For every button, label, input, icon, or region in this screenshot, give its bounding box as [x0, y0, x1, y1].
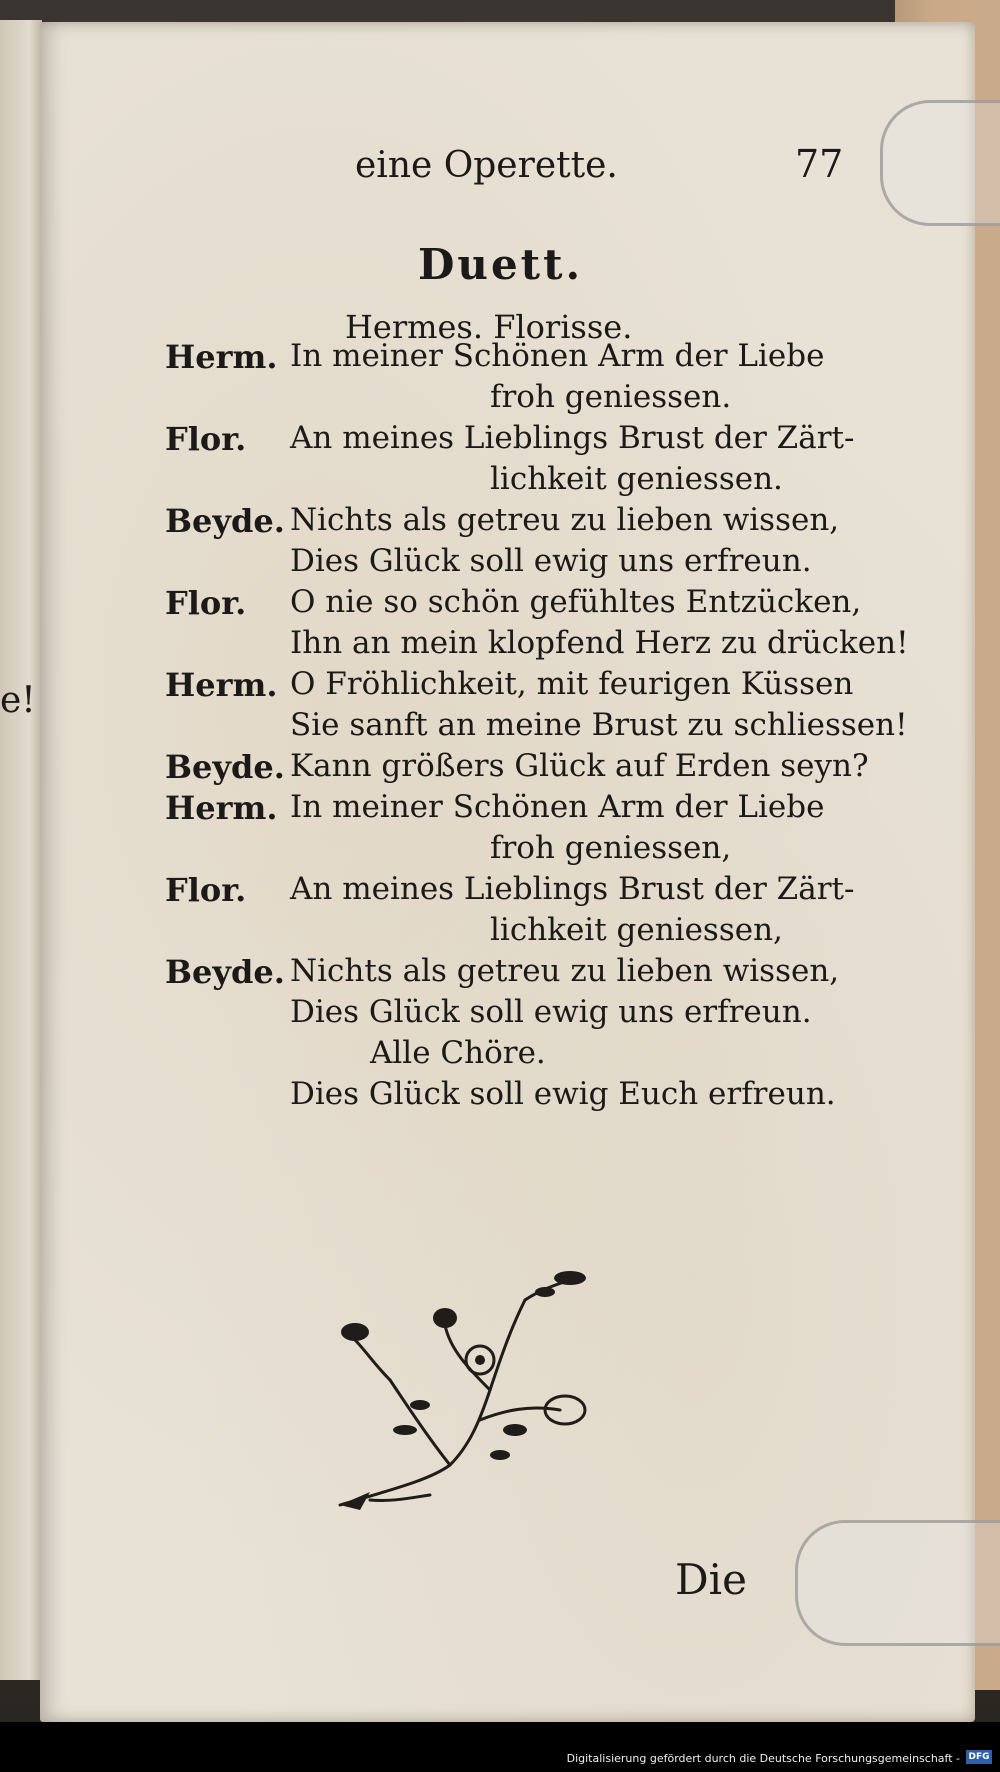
- speaker-label: Beyde.: [165, 953, 285, 991]
- speaker-label: Flor.: [165, 584, 247, 622]
- verse-line: lichkeit geniessen.: [490, 461, 783, 497]
- verse-line: Alle Chöre.: [370, 1035, 546, 1071]
- verse-line: Dies Glück soll ewig uns erfreun.: [290, 994, 812, 1030]
- verse-line: In meiner Schönen Arm der Liebe: [290, 789, 825, 825]
- verse-line: froh geniessen.: [490, 379, 732, 415]
- speaker-label: Beyde.: [165, 748, 285, 786]
- verse-line: lichkeit geniessen,: [490, 912, 783, 948]
- page-number: 77: [795, 142, 844, 186]
- running-head: eine Operette.: [355, 145, 618, 186]
- speaker-label: Beyde.: [165, 502, 285, 540]
- speaker-label: Flor.: [165, 420, 247, 458]
- verse-line: O nie so schön gefühltes Entzücken,: [290, 584, 862, 620]
- verse-line: Kann größers Glück auf Erden seyn?: [290, 748, 869, 784]
- speaker-label: Herm.: [165, 789, 278, 827]
- verse-line: Nichts als getreu zu lieben wissen,: [290, 953, 840, 989]
- dfg-logo: DFG: [966, 1750, 992, 1764]
- catchword: Die: [675, 1555, 747, 1604]
- speaker-label: Herm.: [165, 666, 278, 704]
- verse-line: froh geniessen,: [490, 830, 732, 866]
- speaker-label: Herm.: [165, 338, 278, 376]
- verse-line: Nichts als getreu zu lieben wissen,: [290, 502, 840, 538]
- verse-line: Dies Glück soll ewig uns erfreun.: [290, 543, 812, 579]
- section-title: Duett.: [418, 240, 584, 289]
- page-clip-top: [880, 100, 1000, 226]
- speaker-label: Flor.: [165, 871, 247, 909]
- verse-line: An meines Lieblings Brust der Zärt-: [290, 420, 855, 456]
- facing-page-edge: [0, 20, 42, 1680]
- character-list: Hermes. Florisse.: [345, 308, 633, 346]
- verse-line: Sie sanft an meine Brust zu schliessen!: [290, 707, 908, 743]
- verse-line: Ihn an mein klopfend Herz zu drücken!: [290, 625, 909, 661]
- footer-credit: Digitalisierung gefördert durch die Deutsche Forschungsgemeinschaft -: [566, 1752, 960, 1765]
- verse-line: O Fröhlichkeit, mit feurigen Küssen: [290, 666, 854, 702]
- floral-ornament-icon: [330, 1270, 600, 1520]
- facing-page-fragment: e!: [0, 680, 36, 721]
- verse-line: An meines Lieblings Brust der Zärt-: [290, 871, 855, 907]
- verse-line: In meiner Schönen Arm der Liebe: [290, 338, 825, 374]
- verse-line: Dies Glück soll ewig Euch erfreun.: [290, 1076, 836, 1112]
- page-clip-bottom: [795, 1520, 1000, 1646]
